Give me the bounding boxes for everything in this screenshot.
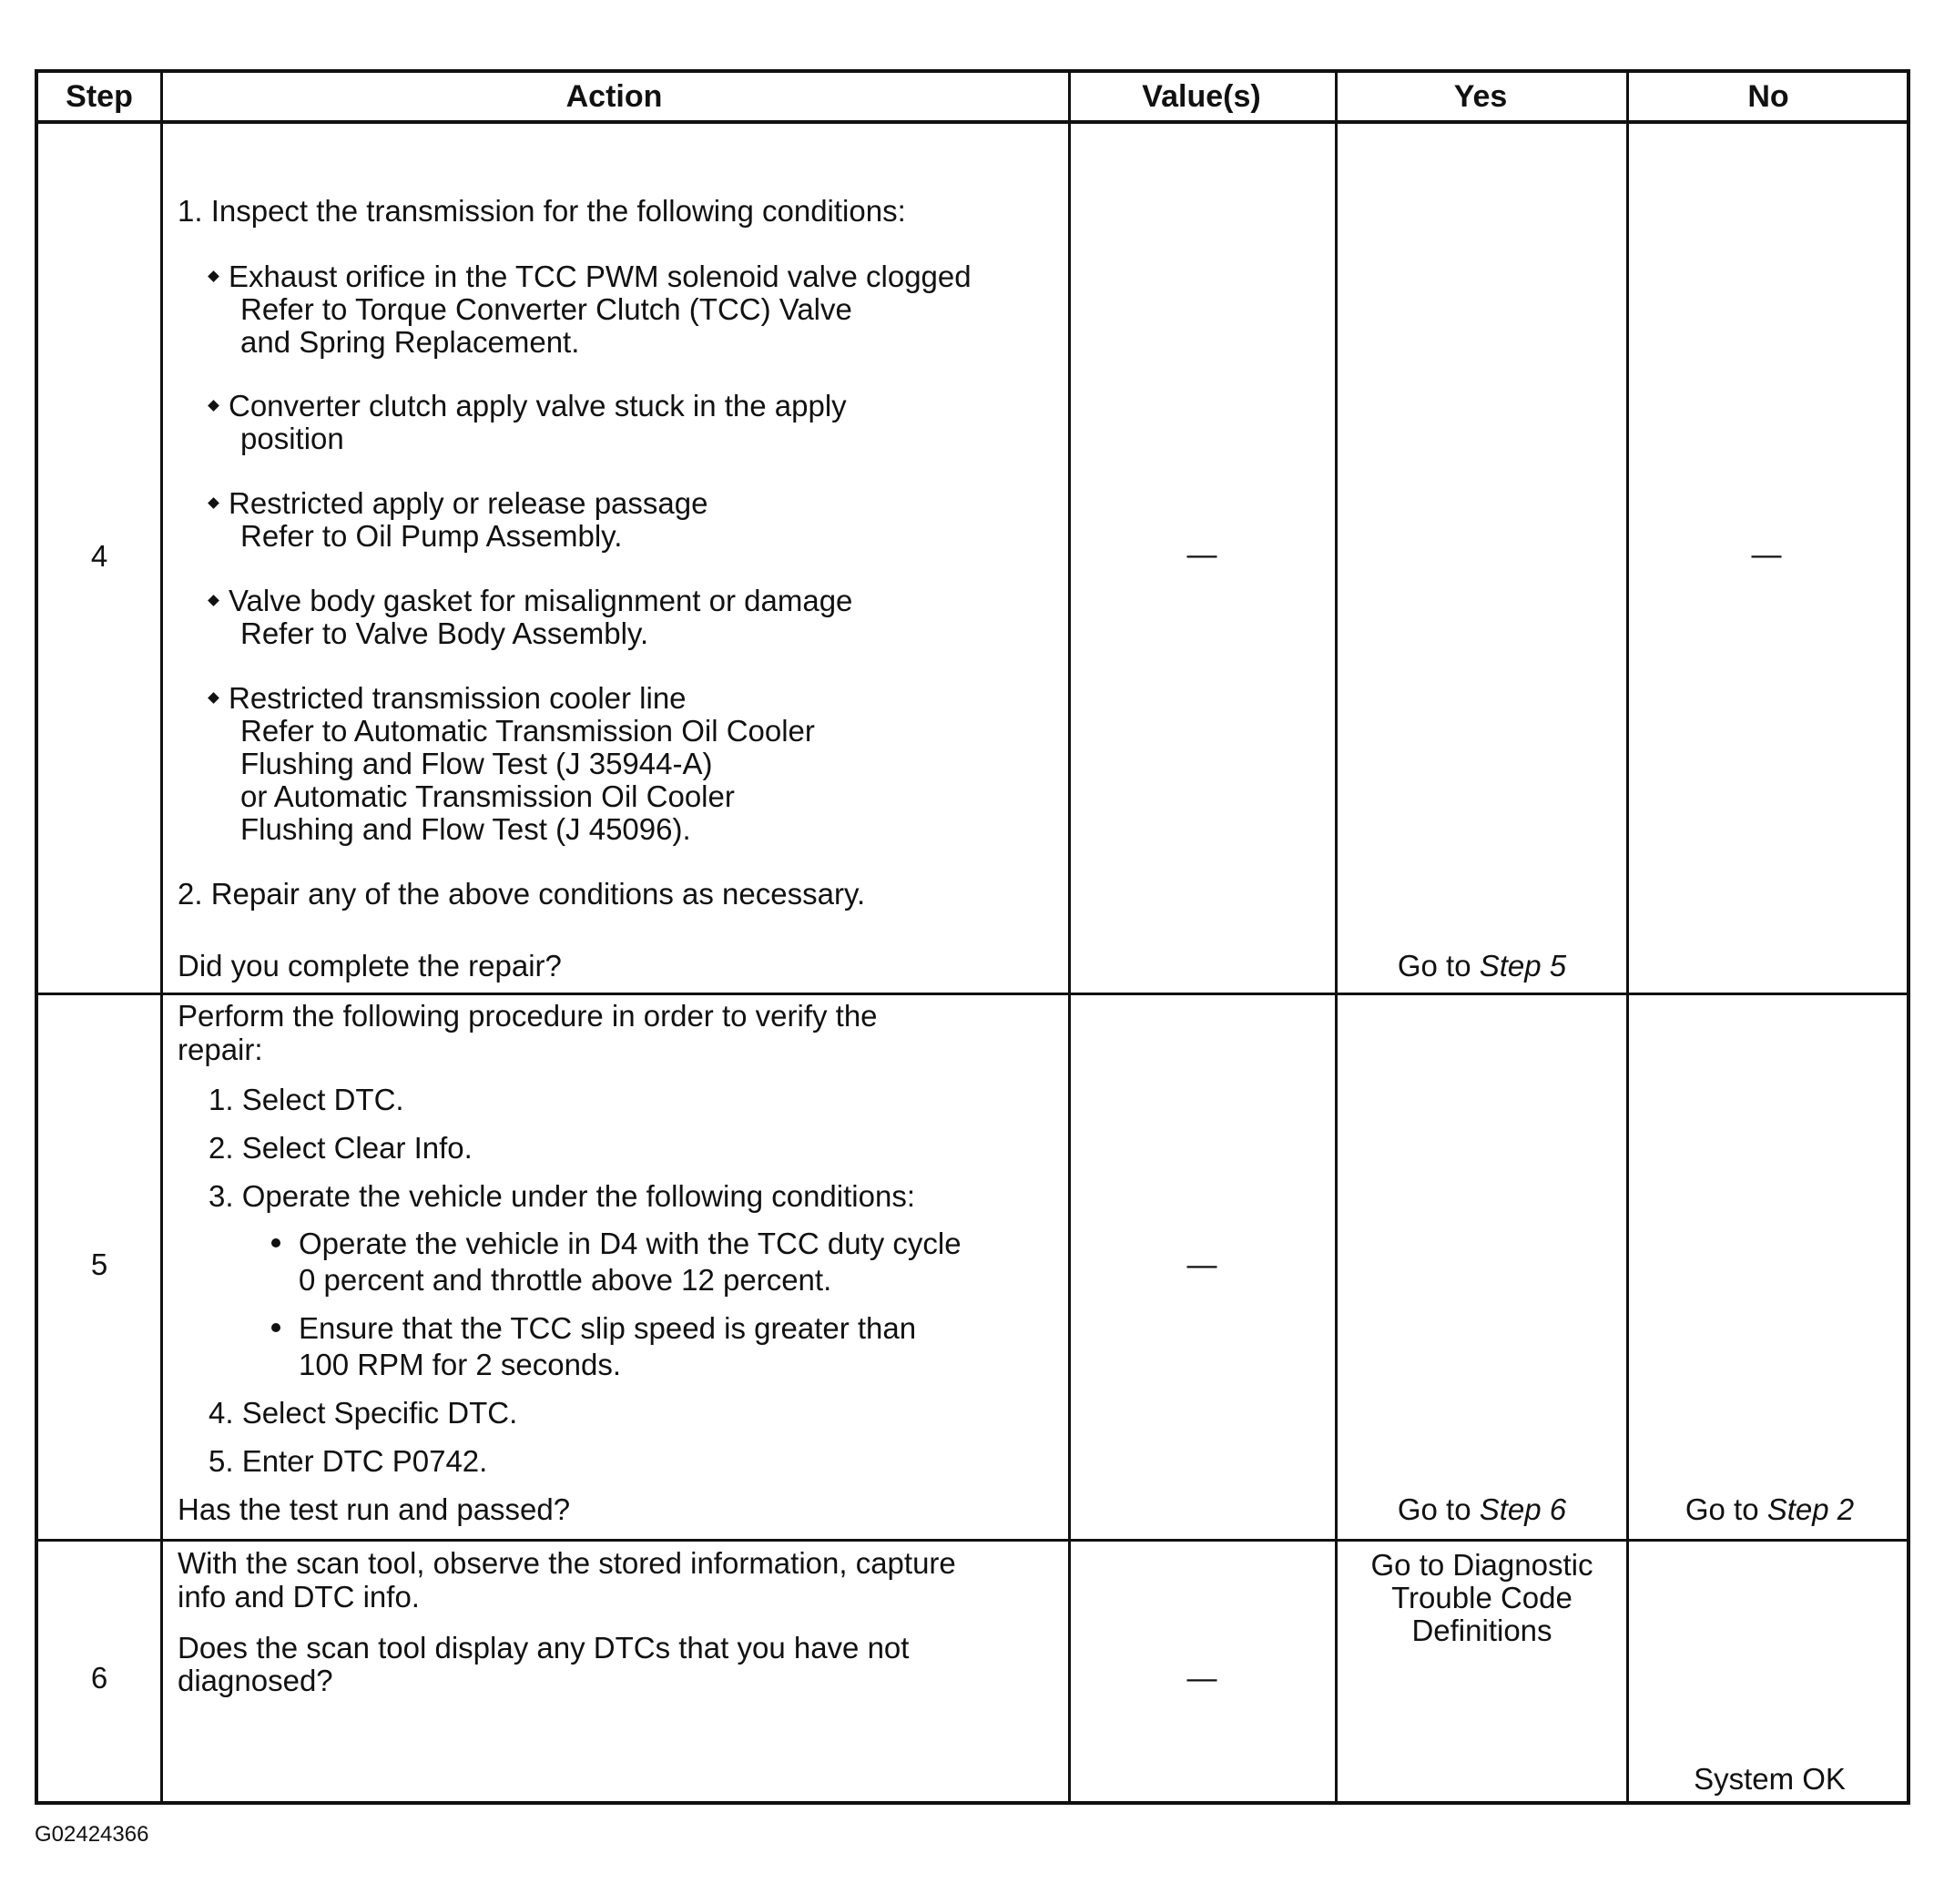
diamond-bullet-icon bbox=[208, 270, 219, 282]
action-question: Does the scan tool display any DTCs that you have not bbox=[178, 1631, 910, 1665]
step-number: 5 bbox=[90, 1247, 108, 1281]
bullet-detail: Refer to Torque Converter Clutch (TCC) Valve bbox=[240, 292, 852, 326]
header-no: No bbox=[1747, 78, 1789, 114]
column-divider bbox=[1335, 73, 1338, 1801]
action-text: With the scan tool, observe the stored information, capture bbox=[178, 1546, 956, 1580]
value-dash: — bbox=[1186, 1247, 1217, 1281]
bullet-detail: and Spring Replacement. bbox=[240, 325, 580, 359]
action-intro: Perform the following procedure in order to verify the bbox=[178, 999, 878, 1033]
dot-bullet-icon bbox=[271, 1238, 280, 1247]
bullet-detail: Refer to Valve Body Assembly. bbox=[240, 616, 649, 650]
action-question: Has the test run and passed? bbox=[178, 1492, 571, 1526]
bullet-detail: Flushing and Flow Test (J 35944-A) bbox=[240, 747, 713, 780]
header-divider bbox=[38, 120, 1907, 124]
action-question: Did you complete the repair? bbox=[178, 949, 562, 983]
diamond-bullet-icon bbox=[208, 595, 219, 606]
bullet-item: Valve body gasket for misalignment or damage bbox=[209, 585, 852, 617]
bullet-detail: 0 percent and throttle above 12 percent. bbox=[299, 1263, 832, 1297]
column-divider bbox=[1626, 73, 1629, 1801]
header-yes: Yes bbox=[1453, 78, 1508, 114]
yes-goto: Go to Step 5 bbox=[1397, 949, 1567, 983]
bullet-detail: or Automatic Transmission Oil Cooler bbox=[240, 779, 735, 813]
action-item: 1. Inspect the transmission for the following conditions: bbox=[178, 194, 906, 228]
column-divider bbox=[160, 73, 163, 1801]
bullet-detail: Refer to Automatic Transmission Oil Cooler bbox=[240, 714, 815, 748]
yes-link-line[interactable]: Definitions bbox=[1411, 1614, 1552, 1647]
action-item: 2. Repair any of the above conditions as necessary. bbox=[178, 877, 866, 911]
bullet-item: Converter clutch apply valve stuck in the apply bbox=[209, 390, 847, 423]
action-question: diagnosed? bbox=[178, 1664, 333, 1697]
action-intro: repair: bbox=[178, 1033, 263, 1066]
yes-link-line[interactable]: Go to Diagnostic bbox=[1370, 1548, 1593, 1582]
no-result: System OK bbox=[1694, 1762, 1846, 1796]
header-values: Value(s) bbox=[1142, 78, 1261, 114]
value-dash: — bbox=[1186, 1661, 1217, 1695]
bullet-detail: 100 RPM for 2 seconds. bbox=[299, 1348, 622, 1381]
row-divider bbox=[38, 993, 1907, 995]
bullet-detail: position bbox=[240, 422, 344, 455]
diamond-bullet-icon bbox=[208, 400, 219, 412]
step-number: 4 bbox=[90, 539, 108, 573]
figure-id: G02424366 bbox=[35, 1822, 149, 1847]
procedure-step: 2. Select Clear Info. bbox=[209, 1131, 473, 1165]
diamond-bullet-icon bbox=[208, 497, 219, 509]
diagnostic-table bbox=[35, 69, 1910, 1805]
dot-bullet-icon bbox=[271, 1323, 280, 1332]
header-action: Action bbox=[565, 78, 663, 114]
step-link[interactable]: Step 2 bbox=[1766, 1492, 1855, 1526]
header-step: Step bbox=[66, 78, 133, 114]
no-dash: — bbox=[1751, 537, 1782, 571]
yes-link-line[interactable]: Trouble Code bbox=[1391, 1581, 1573, 1614]
procedure-step: 5. Enter DTC P0742. bbox=[209, 1444, 488, 1478]
step-link[interactable]: Step 5 bbox=[1479, 949, 1567, 983]
step-number: 6 bbox=[90, 1661, 108, 1695]
no-goto: Go to Step 2 bbox=[1685, 1492, 1855, 1526]
bullet-detail: Flushing and Flow Test (J 45096). bbox=[240, 812, 691, 846]
column-divider bbox=[1068, 73, 1071, 1801]
procedure-step: 1. Select DTC. bbox=[209, 1083, 404, 1116]
value-dash: — bbox=[1186, 537, 1217, 571]
bullet-item: Restricted apply or release passage bbox=[209, 487, 707, 520]
bullet-item: Operate the vehicle in D4 with the TCC duty cycle bbox=[271, 1227, 962, 1260]
procedure-step: 3. Operate the vehicle under the following conditions: bbox=[209, 1179, 915, 1213]
step-link[interactable]: Step 6 bbox=[1479, 1492, 1567, 1526]
diamond-bullet-icon bbox=[208, 692, 219, 704]
bullet-item: Restricted transmission cooler line bbox=[209, 682, 687, 715]
row-divider bbox=[38, 1539, 1907, 1542]
bullet-item: Ensure that the TCC slip speed is greater than bbox=[271, 1312, 916, 1345]
bullet-detail: Refer to Oil Pump Assembly. bbox=[240, 519, 623, 553]
action-text: info and DTC info. bbox=[178, 1580, 420, 1614]
yes-goto: Go to Step 6 bbox=[1397, 1492, 1567, 1526]
bullet-item: Exhaust orifice in the TCC PWM solenoid valve clogged bbox=[209, 260, 972, 293]
procedure-step: 4. Select Specific DTC. bbox=[209, 1396, 518, 1430]
